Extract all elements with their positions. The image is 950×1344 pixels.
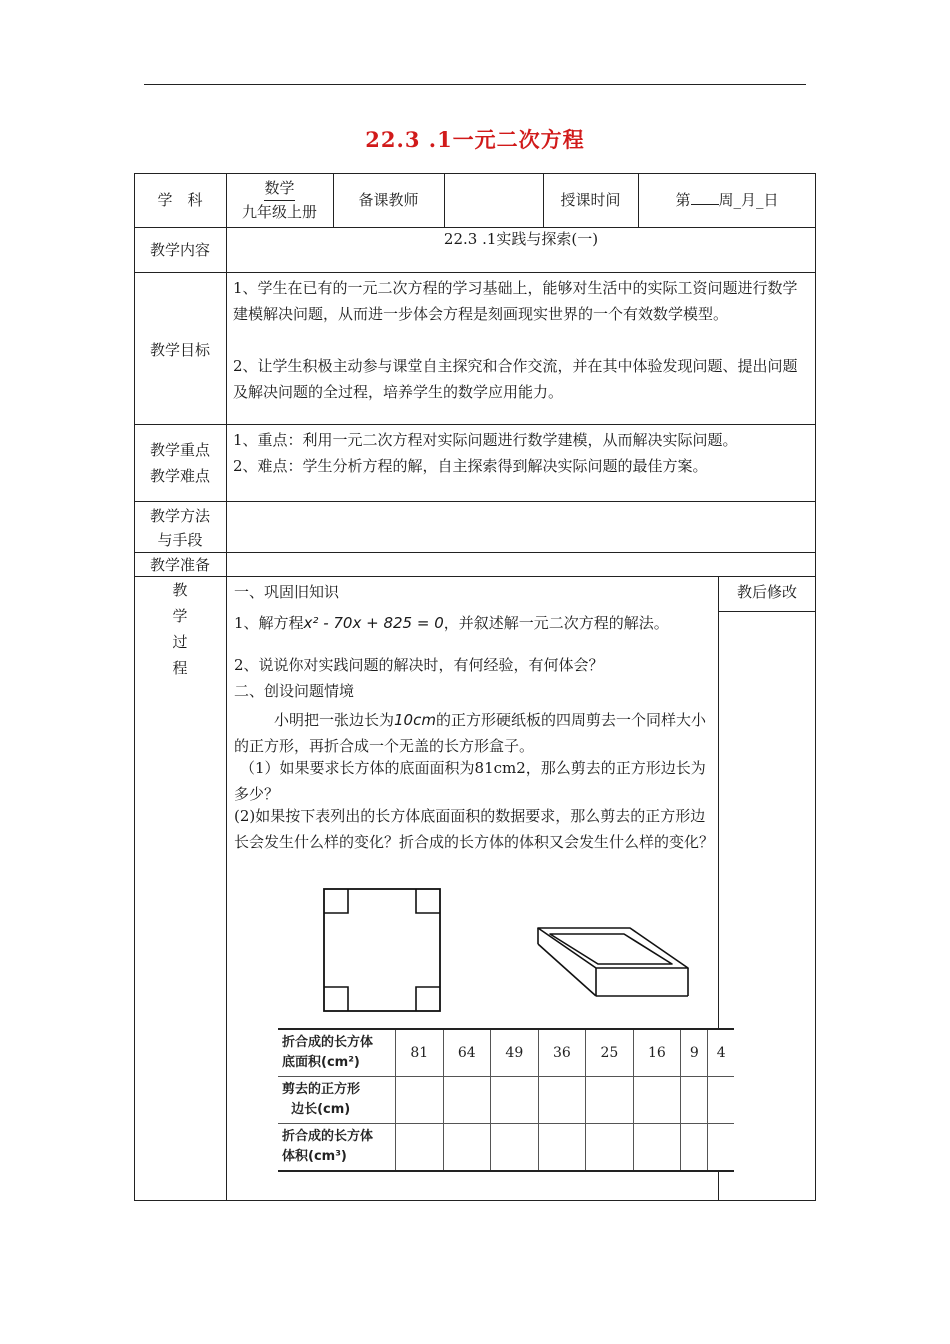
keypoint-item: 1、重点：利用一元二次方程对实际问题进行数学建模，从而解决实际问题。 xyxy=(233,431,738,449)
revision-column-divider xyxy=(718,576,719,1030)
box-data-table xyxy=(278,1028,734,1172)
empty-cell xyxy=(633,1077,681,1124)
header-divider xyxy=(444,173,445,227)
row-header: 折合成的长方体 体积(cm³) xyxy=(278,1123,396,1171)
revision-divider xyxy=(718,611,816,612)
header-rule xyxy=(144,84,806,85)
empty-cell xyxy=(538,1123,586,1171)
area-cell: 9 xyxy=(681,1029,708,1077)
area-cell: 4 xyxy=(708,1029,734,1077)
area-cell: 81 xyxy=(396,1029,444,1077)
label-column-divider xyxy=(226,173,227,1201)
difficulty-label: 教学难点 xyxy=(149,467,210,485)
goal-item: 2、让学生积极主动参与课堂自主探究和合作交流，并在其中体验发现问题、提出问题及解决问题的全过程，培养学生的数学应用能力。 xyxy=(233,357,798,401)
row-header: 剪去的正方形 边长(cm) xyxy=(278,1077,396,1124)
row-header: 折合成的长方体 底面积(cm²) xyxy=(278,1029,396,1077)
open-box-figure xyxy=(534,924,694,1000)
process-label-char: 程 xyxy=(172,659,188,677)
time-label: 授课时间 xyxy=(560,191,621,209)
area-cell: 49 xyxy=(491,1029,539,1077)
grade-value: 九年级上册 xyxy=(241,203,317,221)
time-value: 第 周_月_日 xyxy=(675,191,779,209)
empty-cell xyxy=(443,1123,491,1171)
area-cell: 36 xyxy=(538,1029,586,1077)
row-divider xyxy=(134,424,816,425)
equation: x² - 70x + 825 = 0 xyxy=(303,614,444,632)
area-cell: 16 xyxy=(633,1029,681,1077)
content-value: 22.3 .1实践与探索(一) xyxy=(443,230,599,248)
page-title: 22.3 .1一元二次方程 xyxy=(365,127,585,152)
revision-column-divider xyxy=(718,1172,719,1201)
methods-label: 教学方法 xyxy=(149,507,210,525)
square-cardboard-figure xyxy=(318,883,448,1019)
prep-label: 教学准备 xyxy=(149,556,210,574)
empty-cell xyxy=(586,1077,634,1124)
revision-label: 教后修改 xyxy=(736,583,797,601)
methods-label-2: 与手段 xyxy=(157,531,203,549)
subject-value: 数学 xyxy=(226,176,333,201)
empty-cell xyxy=(491,1077,539,1124)
empty-cell xyxy=(396,1123,444,1171)
section-heading: 二、创设问题情境 xyxy=(234,682,355,700)
sub-question-2: (2)如果按下表列出的长方体底面面积的数据要求，那么剪去的正方形边长会发生什么样的变化？折合成的长方体的体积又会发生什么样的变化？ xyxy=(234,807,715,851)
side-length: 10cm xyxy=(394,711,436,729)
empty-cell xyxy=(681,1123,708,1171)
empty-cell xyxy=(708,1077,734,1124)
table-row xyxy=(278,1029,734,1077)
empty-cell xyxy=(708,1123,734,1171)
empty-cell xyxy=(443,1077,491,1124)
question-2: 2、说说你对实践问题的解决时，有何经验，有何体会？ xyxy=(234,656,604,674)
process-label-char: 学 xyxy=(172,607,188,625)
empty-cell xyxy=(538,1077,586,1124)
scenario-text: 小明把一张边长为10cm的正方形硬纸板的四周剪去一个同样大小的正方形，再折合成一个无盖的长方形盒子。 xyxy=(234,711,706,755)
keypoint-label: 教学重点 xyxy=(149,441,210,459)
sub-question-1: （1）如果要求长方体的底面面积为81cm2，那么剪去的正方形边长为多少？ xyxy=(234,759,706,803)
table-row xyxy=(278,1077,734,1124)
goal-item: 1、学生在已有的一元二次方程的学习基础上，能够对生活中的实际工资问题进行数学建模解决问题，从而进一步体会方程是刻画现实世界的一个有效数学模型。 xyxy=(233,279,798,323)
area-cell: 25 xyxy=(586,1029,634,1077)
empty-cell xyxy=(586,1123,634,1171)
empty-cell xyxy=(681,1077,708,1124)
row-divider xyxy=(134,272,816,273)
difficulty-item: 2、难点：学生分析方程的解，自主探索得到解决实际问题的最佳方案。 xyxy=(233,457,708,475)
empty-cell xyxy=(491,1123,539,1171)
row-divider xyxy=(134,501,816,502)
row-divider xyxy=(134,552,816,553)
subject-label: 学 科 xyxy=(157,191,203,209)
goals-label: 教学目标 xyxy=(149,341,210,359)
content-label: 教学内容 xyxy=(149,241,210,259)
empty-cell xyxy=(396,1077,444,1124)
process-label-char: 教 xyxy=(172,581,188,599)
section-heading: 一、巩固旧知识 xyxy=(234,583,340,601)
process-label-char: 过 xyxy=(172,633,188,651)
row-divider xyxy=(134,576,816,577)
area-cell: 64 xyxy=(443,1029,491,1077)
teacher-label: 备课教师 xyxy=(358,191,419,209)
question-1: 1、解方程x² - 70x + 825 = 0，并叙述解一元二次方程的解法。 xyxy=(234,614,669,632)
table-row xyxy=(278,1123,734,1171)
empty-cell xyxy=(633,1123,681,1171)
